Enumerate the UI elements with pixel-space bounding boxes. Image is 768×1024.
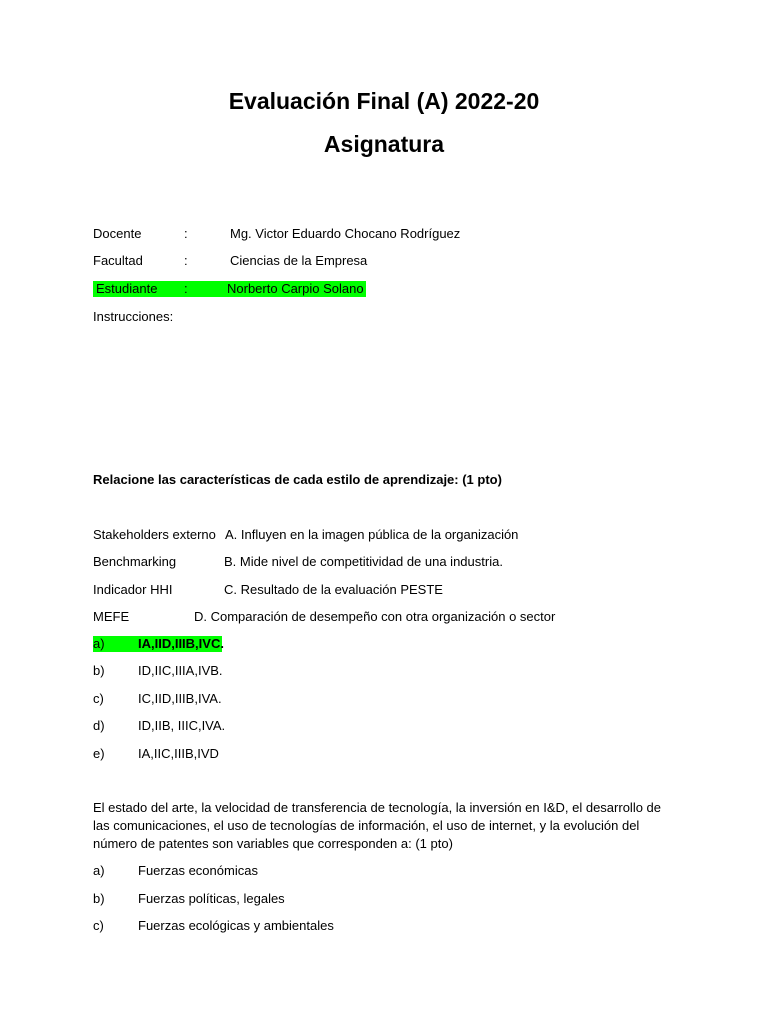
document-subtitle: Asignatura bbox=[323, 131, 445, 157]
option-letter: e) bbox=[93, 746, 105, 761]
estudiante-label: Estudiante bbox=[96, 281, 158, 296]
option-letter: c) bbox=[93, 691, 104, 706]
option-letter: b) bbox=[93, 663, 105, 678]
question2-prompt-line-2: las comunicaciones, el uso de tecnologías de información, el uso de internet, y la evolución del bbox=[93, 818, 640, 833]
question1-prompt: Relacione las características de cada estilo de aprendizaje: (1 pto) bbox=[93, 472, 502, 487]
docente-label: Docente bbox=[93, 226, 142, 241]
estudiante-separator: : bbox=[184, 281, 188, 296]
docente-separator: : bbox=[184, 226, 188, 241]
facultad-separator: : bbox=[184, 253, 188, 268]
answer-option-a[interactable] bbox=[93, 636, 222, 652]
facultad-value: Ciencias de la Empresa bbox=[230, 253, 368, 268]
match-term: MEFE bbox=[93, 609, 130, 624]
option-text: ID,IIC,IIIA,IVB. bbox=[138, 663, 223, 678]
match-definition: A. Influyen en la imagen pública de la organización bbox=[225, 527, 519, 542]
option-letter: a) bbox=[93, 863, 105, 878]
match-definition: C. Resultado de la evaluación PESTE bbox=[224, 582, 443, 597]
facultad-label: Facultad bbox=[93, 253, 143, 268]
question2-prompt-line-3: número de patentes son variables que corresponden a: (1 pto) bbox=[93, 836, 453, 851]
instrucciones-label: Instrucciones: bbox=[93, 309, 174, 324]
option-text: IA,IID,IIIB,IVC. bbox=[138, 636, 224, 651]
option-text: Fuerzas económicas bbox=[138, 863, 258, 878]
estudiante-row bbox=[93, 281, 366, 297]
match-definition: D. Comparación de desempeño con otra organización o sector bbox=[194, 609, 556, 624]
match-term: Benchmarking bbox=[93, 554, 177, 569]
option-text: Fuerzas ecológicas y ambientales bbox=[138, 918, 334, 933]
option-text: ID,IIB, IIIC,IVA. bbox=[138, 718, 226, 733]
option-letter: c) bbox=[93, 918, 104, 933]
match-definition: B. Mide nivel de competitividad de una industria. bbox=[224, 554, 503, 569]
option-letter: b) bbox=[93, 891, 105, 906]
option-text: IA,IIC,IIIB,IVD bbox=[138, 746, 219, 761]
match-term: Indicador HHI bbox=[93, 582, 173, 597]
option-letter: d) bbox=[93, 718, 105, 733]
match-term: Stakeholders externo bbox=[93, 527, 216, 542]
docente-value: Mg. Victor Eduardo Chocano Rodríguez bbox=[230, 226, 461, 241]
option-text: Fuerzas políticas, legales bbox=[138, 891, 285, 906]
document-title: Evaluación Final (A) 2022-20 bbox=[228, 88, 540, 114]
option-text: IC,IID,IIIB,IVA. bbox=[138, 691, 222, 706]
option-letter: a) bbox=[93, 636, 105, 651]
estudiante-value: Norberto Carpio Solano bbox=[227, 281, 364, 296]
question2-prompt-line-1: El estado del arte, la velocidad de transferencia de tecnología, la inversión en I&D, el desarrollo de bbox=[93, 800, 662, 815]
